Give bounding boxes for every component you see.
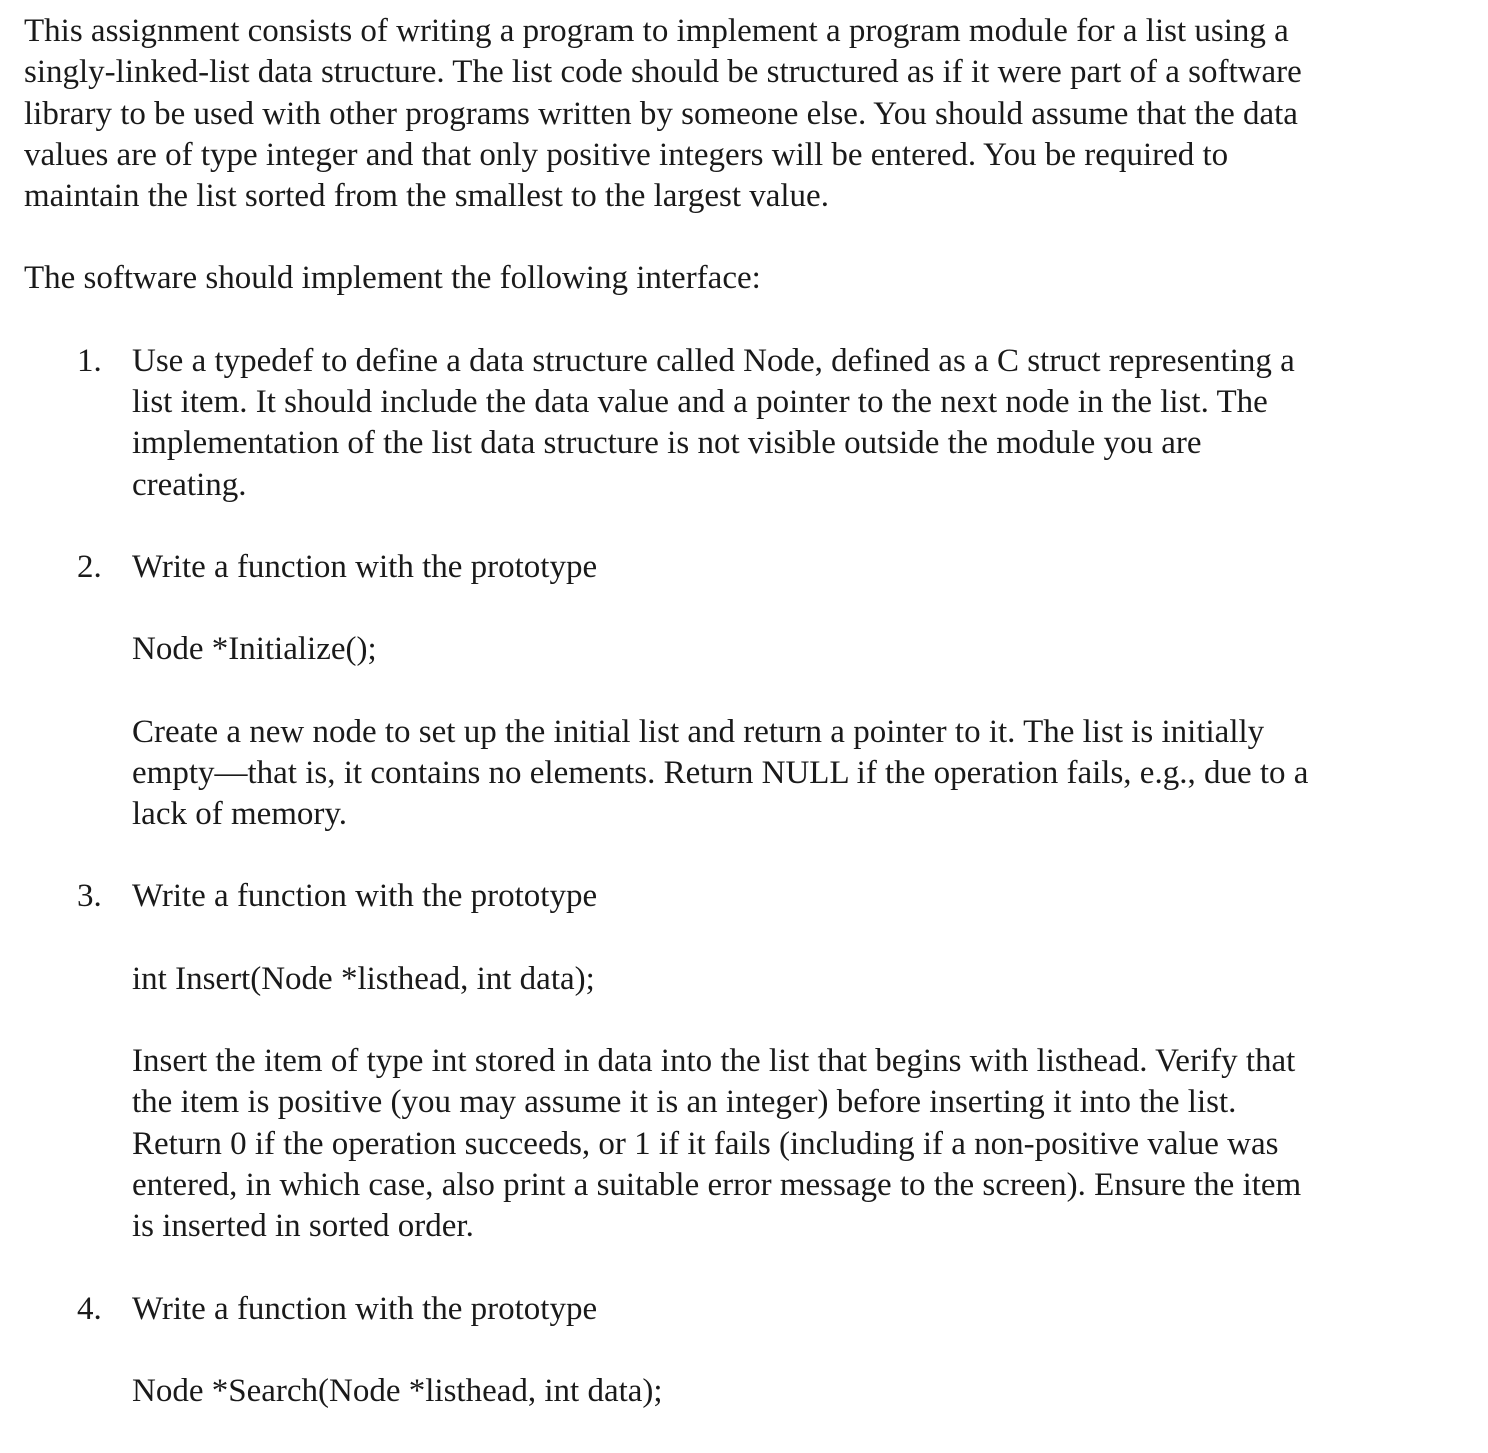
function-prototype: Node *Search(Node *listhead, int data); bbox=[132, 1372, 663, 1409]
assignment-document bbox=[24, 11, 1454, 1453]
list-item-1 bbox=[24, 341, 1454, 506]
function-prototype: int Insert(Node *listhead, int data); bbox=[132, 960, 595, 997]
list-item-4 bbox=[24, 1289, 1454, 1413]
item-text: Use a typedef to define a data structure called Node, defined as a C struct representing a list item. It should include the data value and a pointer to the next node in the list. The implementation of the list data structure is not visible outside the module you are creating. bbox=[132, 342, 1295, 503]
item-text: Write a function with the prototype bbox=[132, 878, 598, 915]
intro-paragraph: This assignment consists of writing a program to implement a program module for a list using a singly-linked-list data structure. The list code should be structured as if it were part of a software library to be used with other programs written by someone else. You should assume that the data values are of type integer and that only positive integers will be entered. You be required to maintain the list sorted from the smallest to the largest value. bbox=[24, 13, 1302, 215]
interface-list bbox=[24, 341, 1454, 1412]
item-text: Write a function with the prototype bbox=[132, 1290, 598, 1327]
item-number: 1. bbox=[77, 342, 102, 379]
function-description: Create a new node to set up the initial list and return a pointer to it. The list is initially empty—that is, it contains no elements. Return NULL if the operation fails, e.g., due to a lack of memory. bbox=[132, 713, 1309, 833]
list-item-2 bbox=[24, 547, 1454, 835]
function-description: Insert the item of type int stored in data into the list that begins with listhead. Verify that the item is positive (you may assume it is an integer) before inserting it into the list. Return 0 if the operation succeeds, or 1 if it fails (including if a non-positive value was entered, in which case, also print a suitable error message to the screen). Ensure the item is inserted in sorted order. bbox=[132, 1043, 1302, 1245]
function-prototype: Node *Initialize(); bbox=[132, 631, 377, 668]
item-text: Write a function with the prototype bbox=[132, 548, 598, 585]
list-item-3 bbox=[24, 876, 1454, 1247]
item-number: 2. bbox=[77, 548, 102, 585]
item-number: 3. bbox=[77, 878, 102, 915]
interface-lead: The software should implement the following interface: bbox=[24, 260, 761, 297]
item-number: 4. bbox=[77, 1290, 102, 1327]
